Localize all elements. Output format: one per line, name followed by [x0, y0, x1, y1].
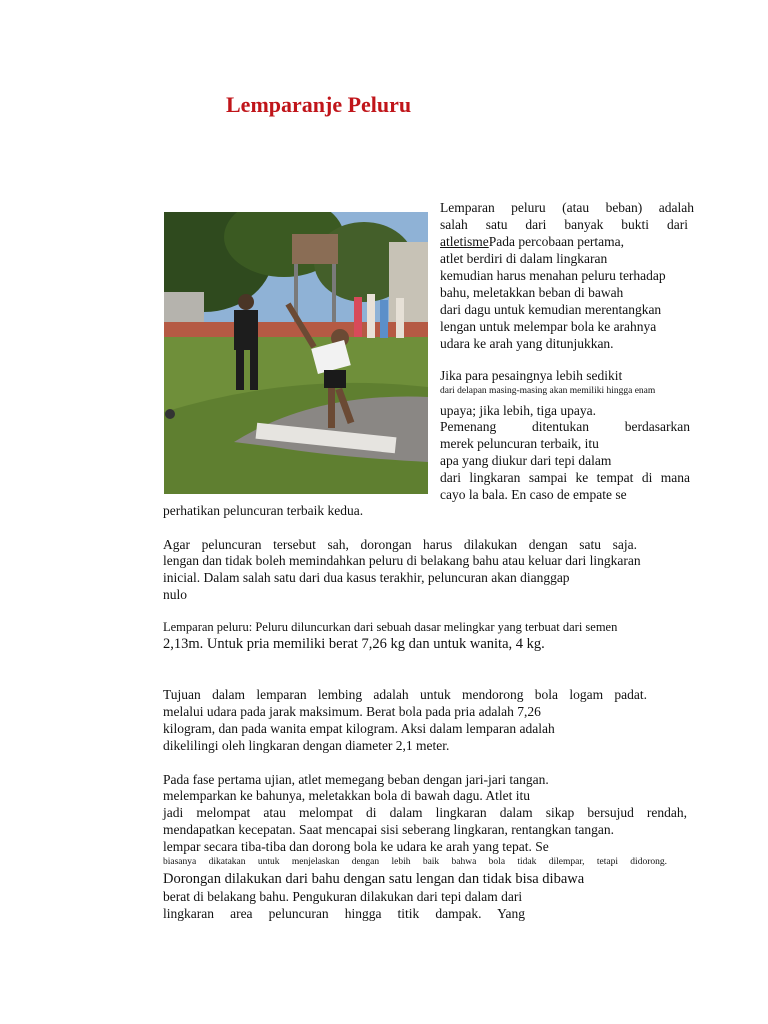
col-line-3: atletismePada percobaan pertama, [440, 234, 625, 249]
para-0: perhatikan peluncuran terbaik kedua. [163, 503, 364, 518]
col-line-4: atlet berdiri di dalam lingkaran [440, 251, 608, 266]
col-line-9: udara ke arah yang ditunjukkan. [440, 336, 614, 351]
p2-line-2: 2,13m. Untuk pria memiliki berat 7,26 kg dan untuk wanita, 4 kg. [163, 636, 545, 652]
p1-line-2: lengan dan tidak boleh memindahkan peluru di belakang bahu atau keluar dari lingkaran [163, 553, 641, 568]
atletisme-link[interactable]: atletisme [440, 234, 489, 249]
p5-line-3: lingkaran area peluncuran hingga titik dampak. Yang [163, 906, 525, 921]
p3-line-1: Tujuan dalam lemparan lembing adalah untuk mendorong bola logam padat. [163, 687, 647, 702]
col-line-6: bahu, meletakkan beban di bawah [440, 285, 624, 300]
p4-line-4: mendapatkan kecepatan. Saat mencapai sisi seberang lingkaran, rentangkan tangan. [163, 822, 614, 837]
p4-line-1: Pada fase pertama ujian, atlet memegang beban dengan jari-jari tangan. [163, 772, 549, 787]
col-line-16: dari lingkaran sampai ke tempat di mana [440, 470, 690, 485]
p2-line-1: Lemparan peluru: Peluru diluncurkan dari sebuah dasar melingkar yang terbuat dari semen [163, 620, 618, 634]
p4-line-2: melemparkan ke bahunya, meletakkan bola di bawah dagu. Atlet itu [163, 788, 531, 803]
col-line-8: lengan untuk melempar bola ke arahnya [440, 319, 657, 334]
p3-line-4: dikelilingi oleh lingkaran dengan diameter 2,1 meter. [163, 738, 450, 753]
col-line-12: upaya; jika lebih, tiga upaya. [440, 403, 596, 418]
shot-put-photo [164, 212, 428, 494]
p5-line-1: Dorongan dilakukan dari bahu dengan satu lengan dan tidak bisa dibawa [163, 871, 585, 887]
col-line-1: Lemparan peluru (atau beban) adalah [440, 200, 694, 215]
col-line-7: dari dagu untuk kemudian merentangkan [440, 302, 662, 317]
col-line-5: kemudian harus menahan peluru terhadap [440, 268, 666, 283]
col-line-2: salah satu dari banyak bukti dari [440, 217, 688, 232]
col-line-15: apa yang diukur dari tepi dalam [440, 453, 612, 468]
document-title: Lemparanje Peluru [226, 92, 412, 117]
p1-line-1: Agar peluncuran tersebut sah, dorongan harus dilakukan dengan satu saja. [163, 537, 637, 552]
col-line-14: merek peluncuran terbaik, itu [440, 436, 599, 451]
col-line-11: dari delapan masing-masing akan memiliki hingga enam [440, 386, 656, 396]
p3-line-3: kilogram, dan pada wanita empat kilogram. Aksi dalam lemparan adalah [163, 721, 555, 736]
p4-line-5: lempar secara tiba-tiba dan dorong bola ke udara ke arah yang tepat. Se [163, 839, 549, 854]
col-line-13: Pemenang ditentukan berdasarkan [440, 419, 690, 434]
p5-line-2: berat di belakang bahu. Pengukuran dilakukan dari tepi dalam dari [163, 889, 523, 904]
p3-line-2: melalui udara pada jarak maksimum. Berat bola pada pria adalah 7,26 [163, 704, 541, 719]
col-line-17: cayo la bala. En caso de empate se [440, 487, 627, 502]
p1-line-3: inicial. Dalam salah satu dari dua kasus terakhir, peluncuran akan dianggap [163, 570, 570, 585]
p4-line-6: biasanya dikatakan untuk menjelaskan dengan lebih baik bahwa bola tidak dilempar, tetapi didorong. [163, 857, 667, 867]
p4-line-3: jadi melompat atau melompat di dalam lingkaran dalam sikap bersujud rendah, [163, 805, 687, 820]
p1-line-4: nulo [163, 587, 188, 602]
col-line-10: Jika para pesaingnya lebih sedikit [440, 368, 623, 383]
